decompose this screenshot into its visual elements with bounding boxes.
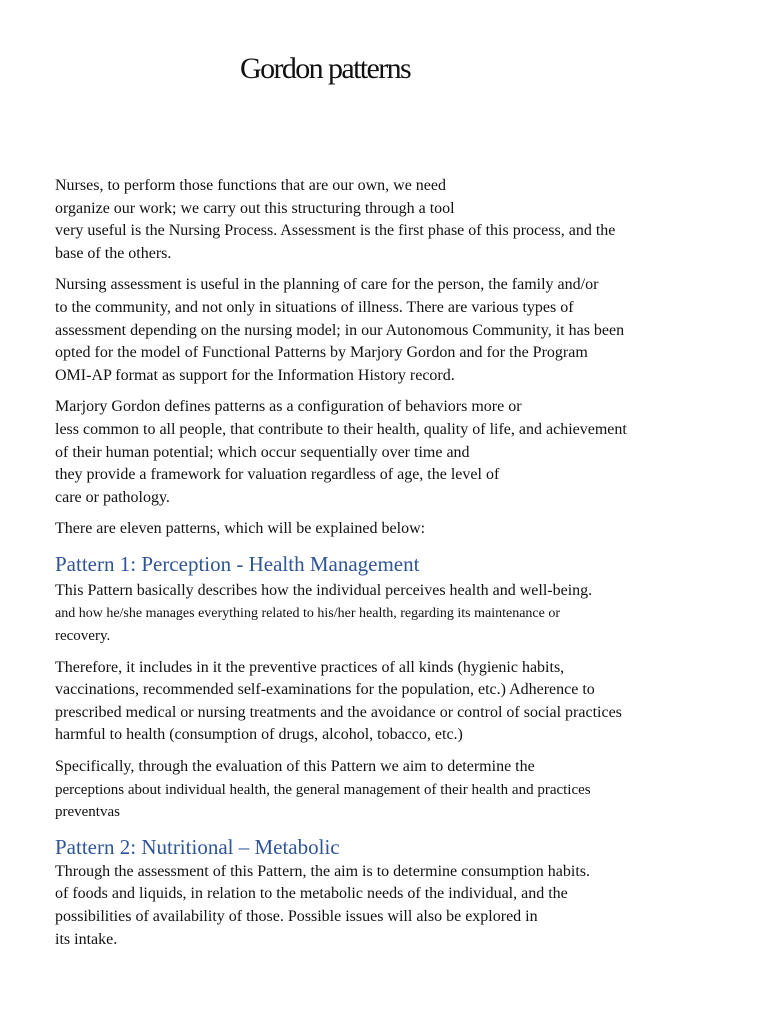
text-line: Nursing assessment is useful in the planning of care for the person, the family and/or [55,276,599,294]
paragraph [55,274,715,387]
text-line: base of the others. [55,244,172,262]
text-line: to the community, and not only in situations of illness. There are various types of [55,298,574,316]
document-body [55,175,715,960]
text-line: of foods and liquids, in relation to the metabolic needs of the individual, and the [55,885,568,903]
text-line: care or pathology. [55,488,170,506]
text-line: recovery. [55,628,111,645]
page-title: Gordon patterns [240,52,411,85]
text-line: Nurses, to perform those functions that are our own, we need [55,177,446,194]
text-line: Specifically, through the evaluation of this Pattern we aim to determine the [55,758,535,776]
text-line: opted for the model of Functional Patterns by Marjory Gordon and for the Program [55,344,588,362]
paragraph [55,396,715,509]
section-heading: Pattern 1: Perception - Health Management [55,551,420,576]
text-line: preventvas [55,804,120,821]
paragraph [55,657,715,747]
text-line: very useful is the Nursing Process. Assessment is the first phase of this process, and the [55,222,616,240]
text-line: OMI-AP format as support for the Information History record. [55,366,455,384]
text-line: perceptions about individual health, the general management of their health and practices [55,781,591,798]
text-line: Marjory Gordon defines patterns as a configuration of behaviors more or [55,398,522,416]
paragraph [55,756,715,824]
paragraph [55,518,715,541]
text-line: they provide a framework for valuation regardless of age, the level of [55,466,500,484]
text-line: harmful to health (consumption of drugs, alcohol, tobacco, etc.) [55,726,463,744]
text-line: Therefore, it includes in it the preventive practices of all kinds (hygienic habits, [55,658,565,676]
text-line: less common to all people, that contribute to their health, quality of life, and achievement [55,420,627,438]
text-line: This Pattern basically describes how the individual perceives health and well-being. [55,581,593,599]
text-line: assessment depending on the nursing model; in our Autonomous Community, it has been [55,321,625,339]
text-line: and how he/she manages everything related to his/her health, regarding its maintenance or [55,605,560,621]
paragraph [55,580,715,648]
text-line: possibilities of availability of those. Possible issues will also be explored in [55,908,538,926]
text-line: vaccinations, recommended self-examinations for the population, etc.) Adherence to [55,681,595,699]
paragraph [55,861,715,951]
text-line: its intake. [55,930,118,948]
text-line: Through the assessment of this Pattern, the aim is to determine consumption habits. [55,862,591,880]
paragraph [55,175,715,265]
section-heading: Pattern 2: Nutritional – Metabolic [55,834,340,859]
text-line: of their human potential; which occur sequentially over time and [55,443,470,461]
text-line: organize our work; we carry out this structuring through a tool [55,199,455,217]
text-line: There are eleven patterns, which will be explained below: [55,520,426,538]
text-line: prescribed medical or nursing treatments and the avoidance or control of social practices [55,703,622,721]
